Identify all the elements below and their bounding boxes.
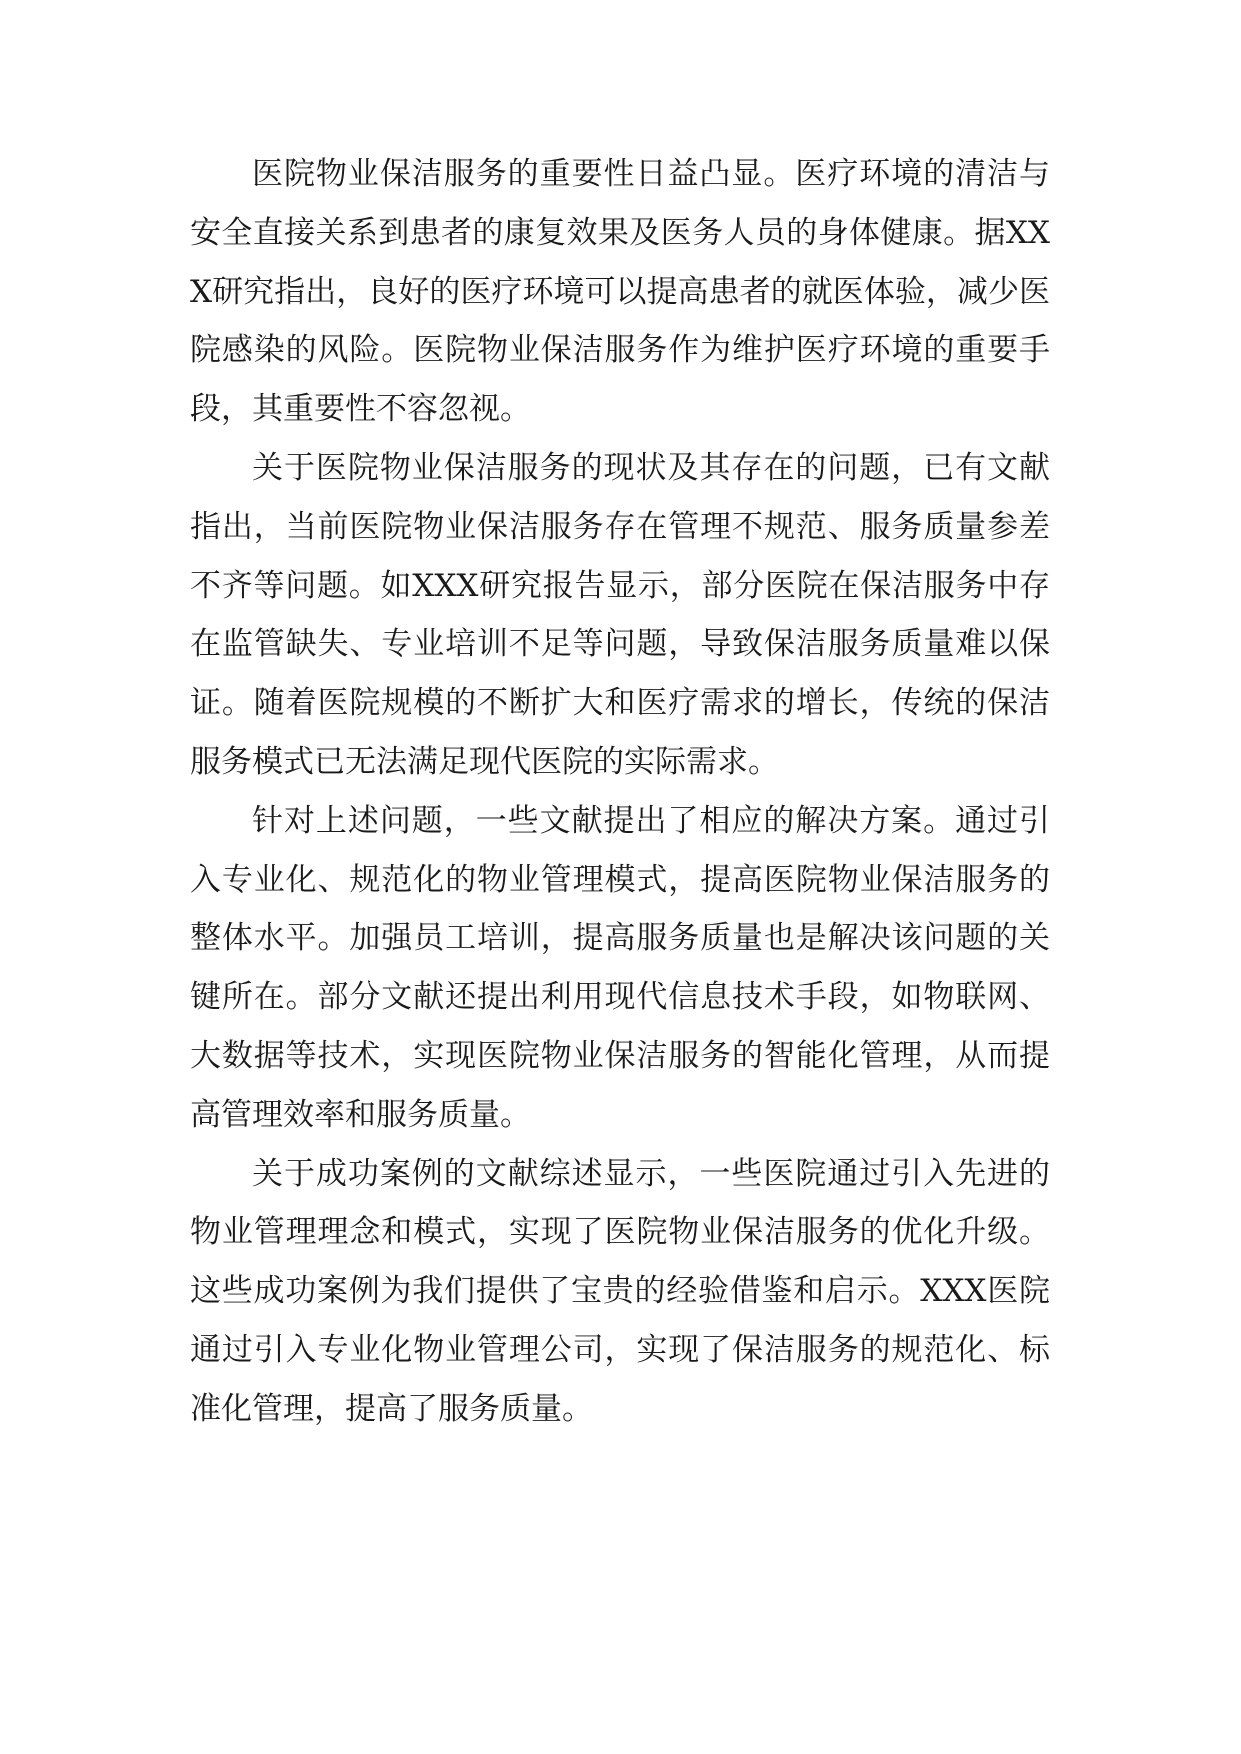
document-body [190,145,1050,1439]
paragraph: 医院物业保洁服务的重要性日益凸显。医疗环境的清洁与安全直接关系到患者的康复效果及医务人员的身体健康。据XXX研究指出，良好的医疗环境可以提高患者的就医体验，减少医院感染的风险。医院物业保洁服务作为维护医疗环境的重要手段，其重要性不容忽视。 [190,156,1050,428]
paragraph: 针对上述问题，一些文献提出了相应的解决方案。通过引入专业化、规范化的物业管理模式，提高医院物业保洁服务的整体水平。加强员工培训，提高服务质量也是解决该问题的关键所在。部分文献还提出利用现代信息技术手段，如物联网、大数据等技术，实现医院物业保洁服务的智能化管理，从而提高管理效率和服务质量。 [190,802,1050,1133]
paragraph: 关于医院物业保洁服务的现状及其存在的问题，已有文献指出，当前医院物业保洁服务存在管理不规范、服务质量参差不齐等问题。如XXX研究报告显示，部分医院在保洁服务中存在监管缺失、专业培训不足等问题，导致保洁服务质量难以保证。随着医院规模的不断扩大和医疗需求的增长，传统的保洁服务模式已无法满足现代医院的实际需求。 [190,449,1050,780]
paragraph: 关于成功案例的文献综述显示，一些医院通过引入先进的物业管理理念和模式，实现了医院物业保洁服务的优化升级。这些成功案例为我们提供了宝贵的经验借鉴和启示。XXX医院通过引入专业化物业管理公司，实现了保洁服务的规范化、标准化管理，提高了服务质量。 [190,1155,1050,1427]
